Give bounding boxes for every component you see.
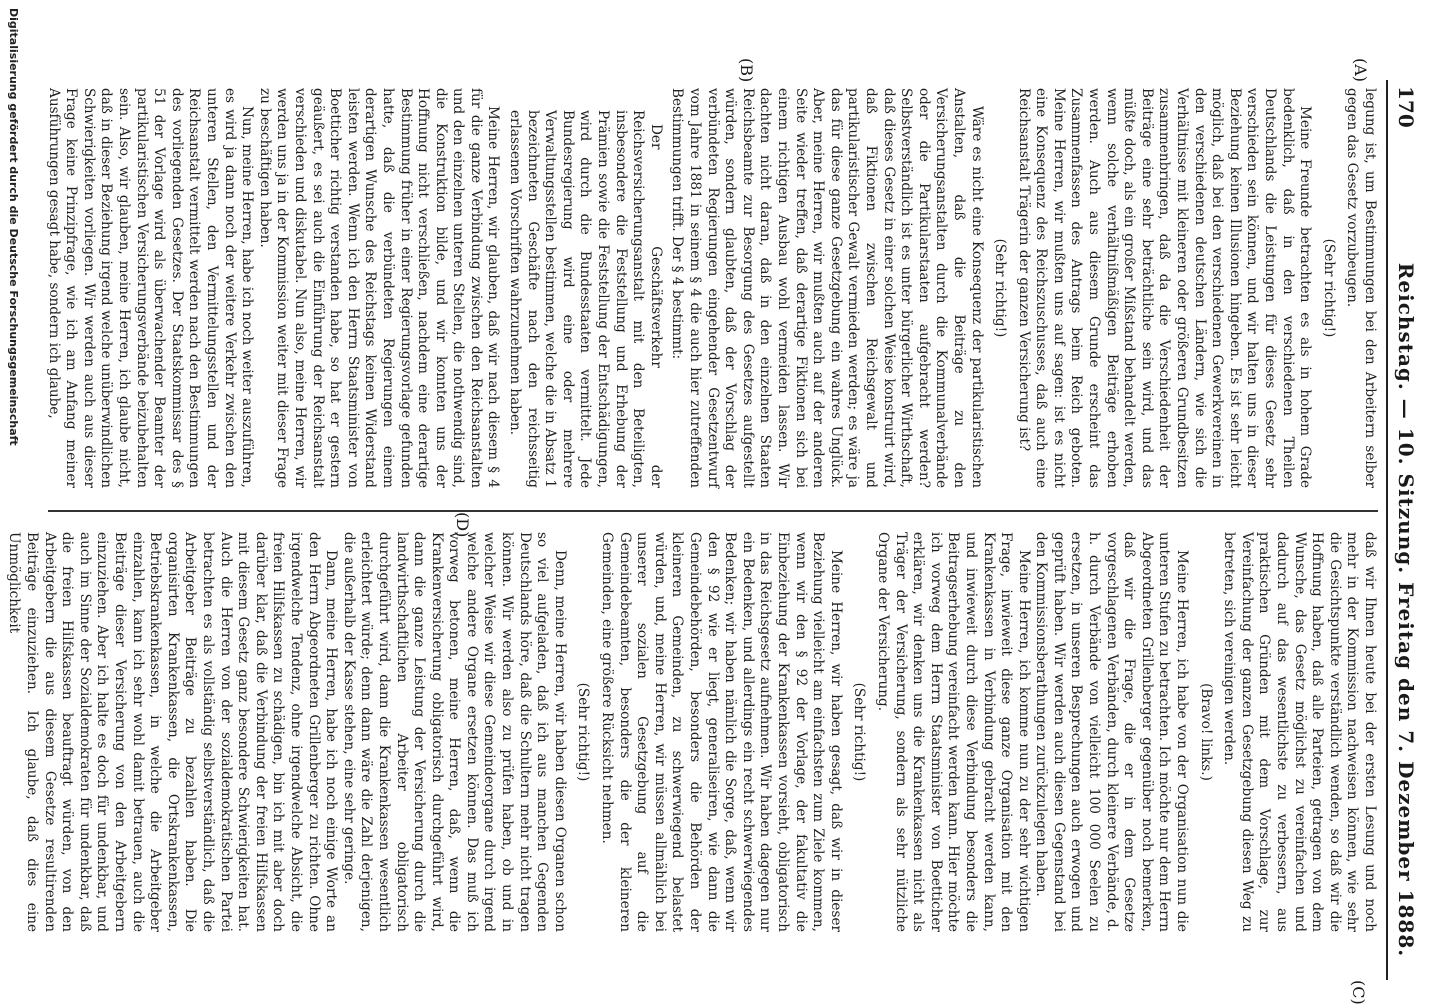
left-quote-block: Der Geschäftsverkehr der Reichsversicherungsanstalt mit den Beteiligten, insbesondere die Feststellung und Erhebung der Prämien sowie die Feststellung der Entschädigungen, wird durch die Bundesstaaten vermittelt. Jede Bundesregierung wird eine oder mehrere Verwaltungsstellen bestimmen, welche die in Absatz 1 bezeichneten Geschäfte nach den reichsseitig erlassenen Vorschriften wahrzunehmen haben.	[507, 110, 664, 488]
left-column	[45, 88, 1378, 488]
right-paragraph: Meine Herren, wir haben gesagt, daß wir in dieser Beziehung vielleicht am einfachsten zum Ziele kommen, wenn wir den § 92 der Vorlage, der fakultativ die Einbeziehung der Krankenkassen vorsieht, obligatorisch in das Reichsgesetz aufnehmen. Wir haben dagegen nur ein Bedenken, und allerdings ein recht schwerwiegendes Bedenken; wir haben nämlich die Sorge, daß, wenn wir den § 92 wie er liegt, generaliseiren, wie dann die Gemeindebehörden, besonders die Behörden der kleineren Gemeinden, zu schwerwiegend belastet würden, und, meine Herren, wir müssen allmählich bei unserer sozialen Gesetzgebung auf die Gemeindebeamten, besonders die der kleineren Gemeinden, eine größere Rücksicht nehmen.	[599, 532, 844, 932]
right-paragraph: Meine Herren, ich komme nun zu der sehr wichtigen Frage, inwieweit diese ganze Organisation mit den Krankenkassen in Verbindung gebracht werden kann, und inwieweit durch diese Verbindung besonders die Beitragserhebung vereinfacht werden kann. Hier möchte ich vorweg dem Herrn Staatsminister von Boetticher erklären, wir denken uns die Krankenkassen nicht als Träger der Versicherung, sondern als sehr nützliche Organe der Versicherung.	[874, 532, 1032, 932]
right-paragraph: Dann, meine Herren, habe ich noch einige Worte an den Herrn Abgeordneten Grillenberger zu richten. Ohne irgendwelche Tendenz, ohne irgendwelche Absicht, die freien Hilfskassen zu schädigen, bin ich mit aber doch darüber klar, daß die Verbindung der freien Hilfskassen mit diesem Gesetz ganz besondere Schwierigkeiten hat. Auch die Herren von der sozialdemokratischen Partei betrachten es als vollständig selbstverständlich, daß die Arbeitgeber Beiträge zu bezahlen haben. Die organisirten Krankenkassen, die Ortskrankenkassen, Betriebskrankenkassen, in welche die Arbeitgeber einzahlen, kann ich sehr wohl damit betrauen, auch die Beiträge dieser Versicherung von den Arbeitgebern einzuziehen. Aber ich halte es doch für undenkbar, und auch im Sinne der Sozialdemokraten für undenkbar, daß die freien Hilfskassen beauftragt würden, von den Arbeitgebern die aus diesem Gesetze resultirenden Beiträge einzuziehen. Ich glaube, daß dies eine Unmöglichkeit	[6, 532, 340, 932]
left-paragraph: Meine Herren, wir glauben, daß wir nach diesem § 4 für die ganze Verbindung zwischen den Reichsanstalten und den einzelnen unteren Stellen, die nothwendig sind, die Konstruktion bilde, und wir konnten uns der Hoffnung nicht verschließen, nachdem eine derartige Bestimmung früher in einer Regierungsvorlage gefunden hatte, daß die verbündeten Regierungen einem derartigen Wunsche des Reichstags keinen Widerstand leisten werden. Wenn ich den Herrn Staatsminister von Boetticher richtig verstanden habe, so hat er gestern geäußert, es sei auch die Einführung der Reichsanstalt verschieden und diskutabel. Nun also, meine Herren, wir werden uns ja in der Kommission weiter mit dieser Frage zu beschäftigen haben.	[256, 88, 502, 488]
right-interjection: (Bravo! links.)	[1197, 683, 1214, 781]
margin-mark-a: (A)	[1351, 58, 1370, 83]
margin-mark-c: (C)	[1349, 980, 1368, 1005]
left-paragraph: Nun, meine Herren, habe ich noch weiter auszuführen, es wird ja dann noch der weitere Verkehr zwischen den unteren Stellen, den Vermittelungsstellen und der Reichsanstalt vermittelt werden nach den Bestimmungen des vorliegenden Gesetzes. Der Staatskommissar des § 51 der Vorlage wird als überwachender Beamter der partikularistischen Versicherungsverbände beizubehalten sein. Also, wir glauben, meine Herren, ich glaube nicht, daß in dieser Beziehung irgend welche unüberwindlichen Schwierigkeiten vorliegen. Wir werden auch aus dieser Frage keine Prinzipfrage, wie ich am Anfang meiner Ausführungen gesagt habe, sondern ich glaube,	[45, 88, 256, 488]
margin-mark-b: (B)	[737, 58, 756, 83]
left-paragraph: Meine Freunde betrachten es als in hohem Grade bedenklich, daß in den verschiedenen Theilen Deutschlands die Leistungen für dieses Gesetz sehr verschieden sein können, und wir halten uns in dieser Beziehung keinen Illusionen hingeben. Es ist sehr leicht möglich, daß bei den verschiedenen Gewerkvereinen in den verschiedenen deutschen Ländern, wie sich die Verhältnisse mit kleineren oder größeren Grundbesitzen zusammenbringen, daß da die Verschiedenheit der Beiträge eine sehr beträchtliche sein wird, und das müßte doch, als ein großer Mißstand behandelt werden, wenn solche verhältnißmäßigen Beiträge erhoben werden. Auch aus diesem Grunde erscheint das Zusammenfassen des Antrags beim Reich geboten. Meine Herren, wir mußten uns auf sagen: ist es nicht eine Konsequenz des Reichszuschusses, daß auch eine Reichsanstalt Trägerin der ganzen Versicherung ist?	[1015, 88, 1314, 488]
right-paragraph: Meine Herren, ich habe von der Organisation nun die unteren Stufen zu betrachten. Ich möchte nur dem Herrn Abgeordneten Grillenberger gegenüber noch bemerken, daß wir die Frage, die er in dem Gesetze vorgeschlagenen Verbänden, durch kleinere Verbände, d. h. durch Verbände von vielleicht 100 000 Seelen zu ersetzen, in unseren Besprechungen auch erwogen und geprüft haben. Wir werden auch diesen Gegenstand bei den Kommissionsberathungen zurückzulegen haben.	[1033, 532, 1191, 932]
column-divider	[48, 510, 1378, 512]
right-column	[6, 532, 1378, 932]
right-interjection: (Sehr richtig!)	[851, 682, 868, 782]
left-interjection: (Sehr richtig!)	[1320, 238, 1337, 338]
left-paragraph: Wäre es nicht eine Konsequenz der partikularistischen Anstalten, daß die Beiträge zu den Versicherungsanstalten durch die Kommunalverbände oder die Partikularstaaten aufgebracht werden? Selbstverständlich ist es unter bürgerlicher Wirthschaft, daß dieses Gesetz in einer solchen Weise konstruirt wird, daß Fiktionen zwischen Reichsgewalt und partikularistischer Gewalt vermieden werden; es wäre ja das für diese ganze Gesetzgebung ein wahres Unglück. Aber, meine Herren, wir mußten auch auf der anderen Seite wieder treffen, daß derartige Fiktionen sich bei einem richtigen Ausbau wohl vermeiden lassen. Wir dachten nicht daran, daß in den einzelnen Staaten Reichsbeamte zur Besorgung des Gesetzes aufgestellt würden, sondern glaubten, daß der Vorschlag der verbündeten Regierungen eingehender Gesetzentwurf vom Jahre 1881 in seinem § 4 die auch hier zutreffenden Bestimmungen trifft. Der § 4 bestimmt:	[669, 88, 985, 488]
left-interjection: (Sehr richtig!)	[992, 238, 1009, 338]
page-header	[1386, 0, 1432, 1000]
digitization-note	[0, 0, 20, 1000]
running-head: Reichstag. — 10. Sitzung. Freitag den 7. Dezember 1888.	[1394, 262, 1418, 958]
header-rule	[1386, 80, 1388, 980]
left-paragraph: legung ist, um Bestimmungen bei den Arbeitern selber gegen das Gesetz vorzubeugen.	[1344, 88, 1378, 488]
right-interjection: (Sehr richtig!)	[575, 682, 592, 782]
page-number: 170	[1394, 86, 1418, 128]
margin-mark-d: (D)	[453, 512, 472, 538]
digitization-credit: Digitalisierung gefördert durch die Deutsche Forschungsgemeinschaft	[7, 8, 20, 446]
right-paragraph: daß wir Ihnen heute bei der ersten Lesung und noch mehr in der Kommission nachweisen können, wie sehr die Gesichtspunkte verständlich wenden, so daß wir die Hoffnung haben, daß alle Parteien, getragen von dem Wunsche, das Gesetz möglichst zu vereinfachen und dadurch auf das wesentlichste zu verbessern, aus praktischen Gründen mit dem Vorschlage, zur Vereinfachung der ganzen Gesetzgebung diesen Weg zu betreten, sich vereinigen werden.	[1221, 532, 1378, 932]
right-paragraph: Denn, meine Herren, wir haben diesen Organen schon so viel aufgeladen, daß ich aus manchen Gegenden Deutschlands höre, daß die Schultern mehr nicht tragen können. Wir werden also zu prüfen haben, ob und in welcher Weise wir diese Gemeindeorgane durch irgend welche andere Organe ersetzen können. Das muß ich vorweg betonen, meine Herren, daß, wenn die Krankenversicherung obligatorisch durchgeführt wird, dann die ganze Leistung der Versicherung durch die landwirthschaftlichen Arbeiter obligatorisch durchgeführt wird, dann die Krankenkassen wesentlich erleichtert würde; denn dann wäre die Zahl derjenigen, die außerhalb der Kasse stehen, eine sehr geringe.	[340, 532, 568, 932]
